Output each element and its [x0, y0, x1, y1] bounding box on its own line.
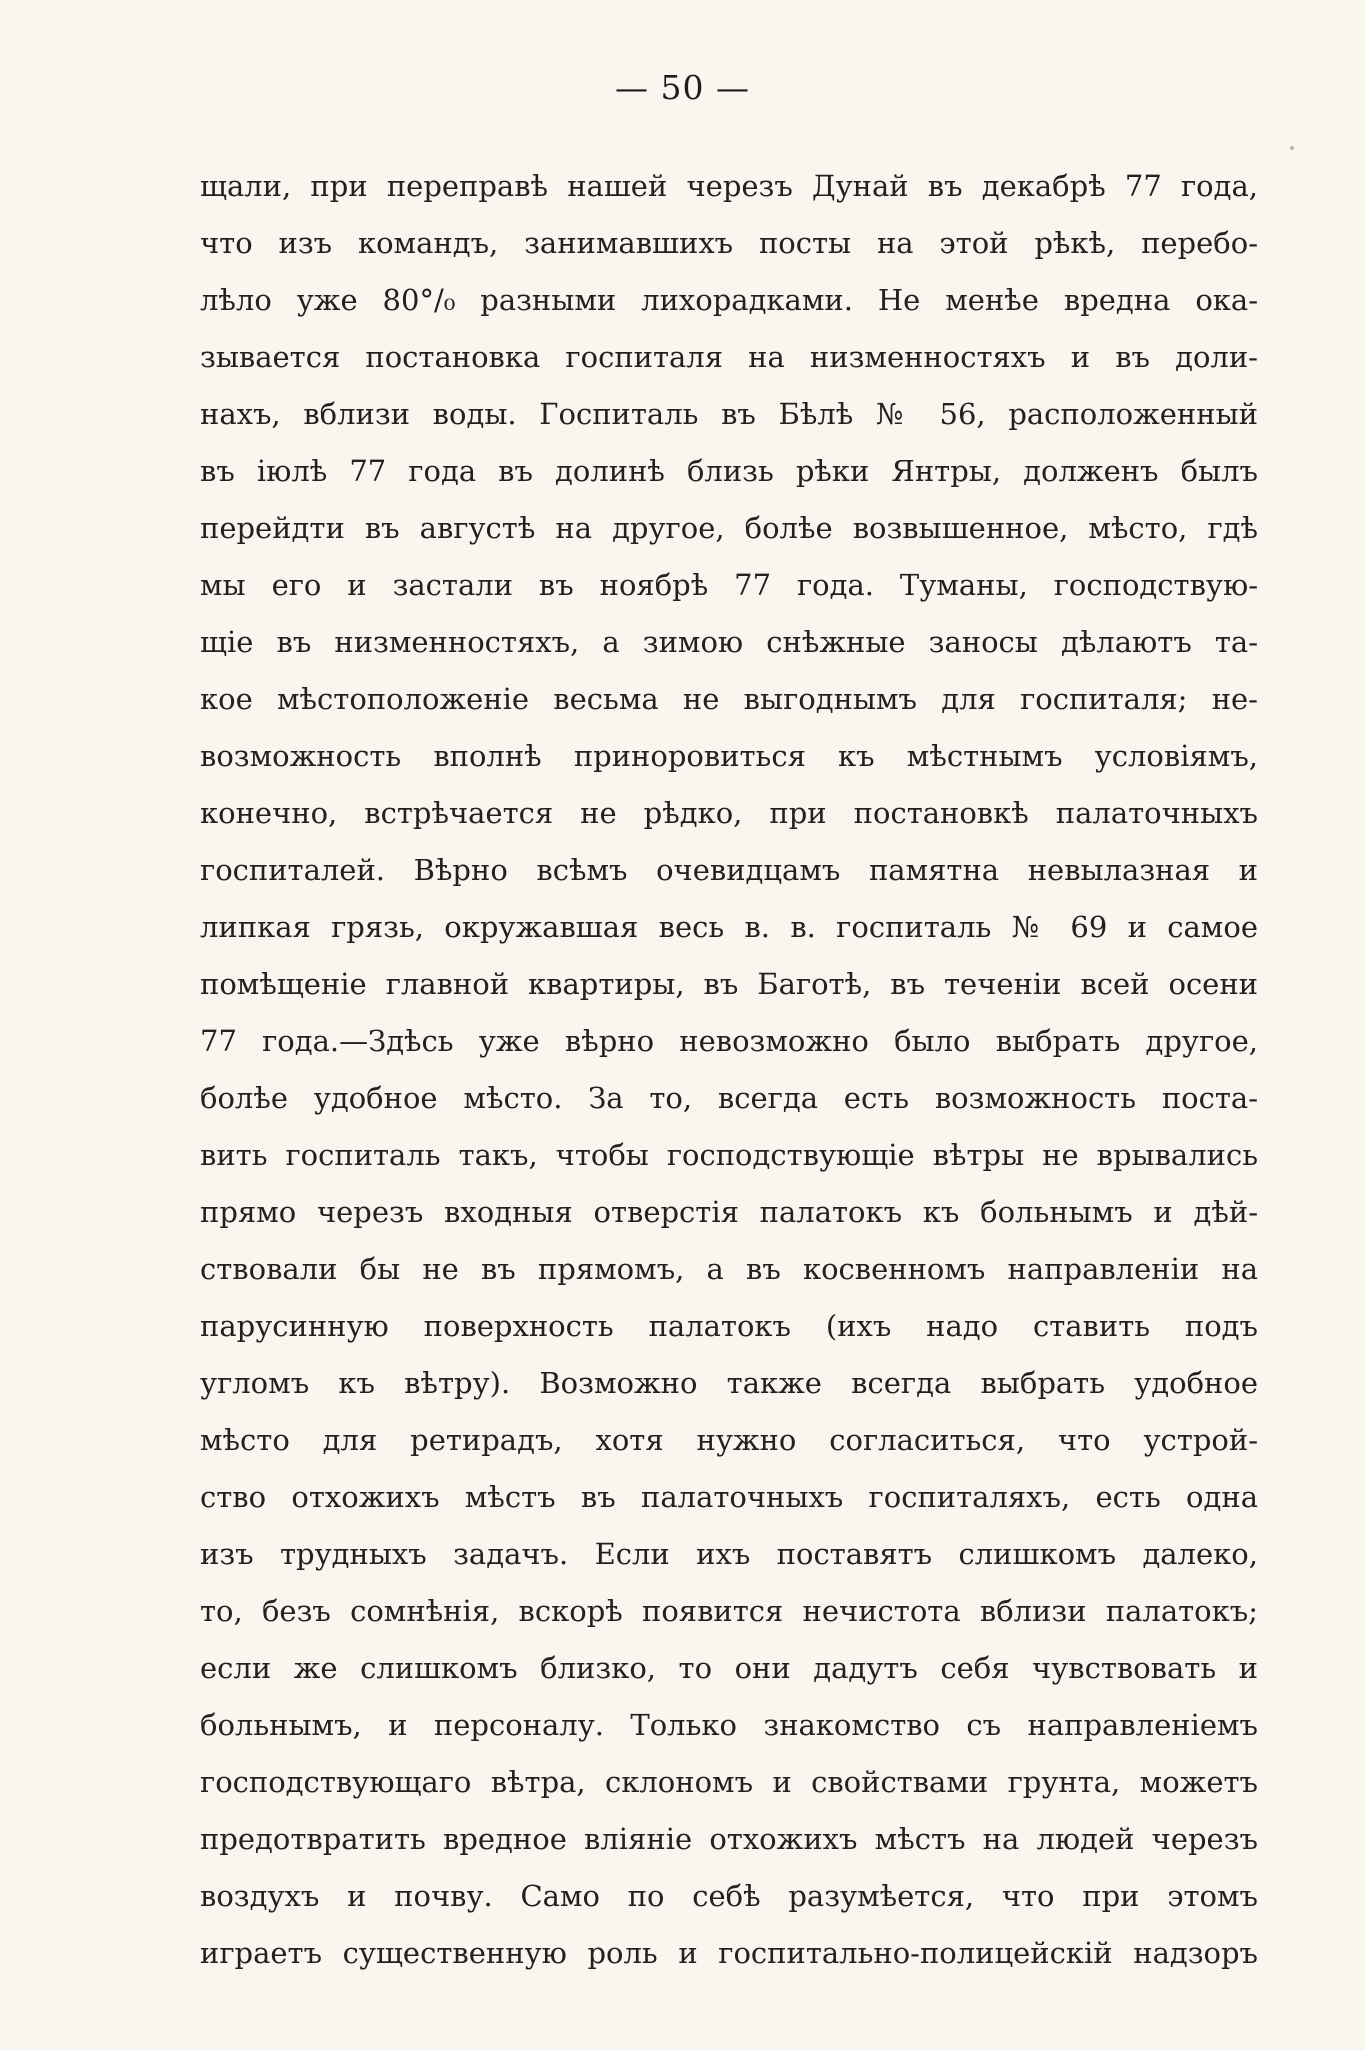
text-line: болѣе удобное мѣсто. За то, всегда есть возможность поста-	[200, 1081, 1258, 1115]
text-line: перейдти въ августѣ на другое, болѣе возвышенное, мѣсто, гдѣ	[200, 511, 1258, 545]
text-line: въ іюлѣ 77 года въ долинѣ близь рѣки Янтры, долженъ былъ	[200, 454, 1258, 488]
text-line: возможность вполнѣ приноровиться къ мѣстнымъ условіямъ,	[200, 739, 1258, 773]
page-number: — 50 —	[615, 68, 750, 107]
text-line: щіе въ низменностяхъ, а зимою снѣжные заносы дѣлаютъ та-	[200, 625, 1258, 659]
text-line: конечно, встрѣчается не рѣдко, при постановкѣ палаточныхъ	[200, 796, 1258, 830]
text-line: кое мѣстоположеніе весьма не выгоднымъ для госпиталя; не-	[200, 682, 1258, 716]
text-line: лѣло уже 80°/₀ разными лихорадками. Не менѣе вредна ока-	[200, 283, 1258, 317]
text-line: зывается постановка госпиталя на низменностяхъ и въ доли-	[200, 340, 1258, 374]
text-line: мы его и застали въ ноябрѣ 77 года. Туманы, господствую-	[200, 568, 1258, 602]
text-line: парусинную поверхность палатокъ (ихъ надо ставить подъ	[200, 1309, 1258, 1343]
text-line: 77 года.—Здѣсь уже вѣрно невозможно было выбрать другое,	[200, 1024, 1258, 1058]
text-line: липкая грязь, окружавшая весь в. в. госпиталь № 69 и самое	[200, 910, 1258, 944]
text-line: предотвратить вредное вліяніе отхожихъ мѣстъ на людей черезъ	[200, 1822, 1258, 1856]
text-line: если же слишкомъ близко, то они дадутъ себя чувствовать и	[200, 1651, 1258, 1685]
text-line: госпиталей. Вѣрно всѣмъ очевидцамъ памятна невылазная и	[200, 853, 1258, 887]
text-line: мѣсто для ретирадъ, хотя нужно согласиться, что устрой-	[200, 1423, 1258, 1457]
body-text	[200, 158, 1258, 1982]
text-line: угломъ къ вѣтру). Возможно также всегда выбрать удобное	[200, 1366, 1258, 1400]
text-line: вить госпиталь такъ, чтобы господствующіе вѣтры не врывались	[200, 1138, 1258, 1172]
text-line: помѣщеніе главной квартиры, въ Баготѣ, въ теченіи всей осени	[200, 967, 1258, 1001]
text-line: то, безъ сомнѣнія, вскорѣ появится нечистота вблизи палатокъ;	[200, 1594, 1258, 1628]
text-line: воздухъ и почву. Само по себѣ разумѣется, что при этомъ	[200, 1879, 1258, 1913]
text-line: прямо черезъ входныя отверстія палатокъ къ больнымъ и дѣй-	[200, 1195, 1258, 1229]
text-line: ствовали бы не въ прямомъ, а въ косвенномъ направленіи на	[200, 1252, 1258, 1286]
text-line: что изъ командъ, занимавшихъ посты на этой рѣкѣ, перебо-	[200, 226, 1258, 260]
paper-speck	[1290, 146, 1294, 150]
text-line: господствующаго вѣтра, склономъ и свойствами грунта, можетъ	[200, 1765, 1258, 1799]
text-line: ство отхожихъ мѣстъ въ палаточныхъ госпиталяхъ, есть одна	[200, 1480, 1258, 1514]
text-line: щали, при переправѣ нашей черезъ Дунай въ декабрѣ 77 года,	[200, 169, 1258, 203]
text-line: больнымъ, и персоналу. Только знакомство съ направленіемъ	[200, 1708, 1258, 1742]
text-line: играетъ существенную роль и госпитально-полицейскій надзоръ	[200, 1936, 1258, 1970]
text-line: нахъ, вблизи воды. Госпиталь въ Бѣлѣ № 56, расположенный	[200, 397, 1258, 431]
text-line: изъ трудныхъ задачъ. Если ихъ поставятъ слишкомъ далеко,	[200, 1537, 1258, 1571]
